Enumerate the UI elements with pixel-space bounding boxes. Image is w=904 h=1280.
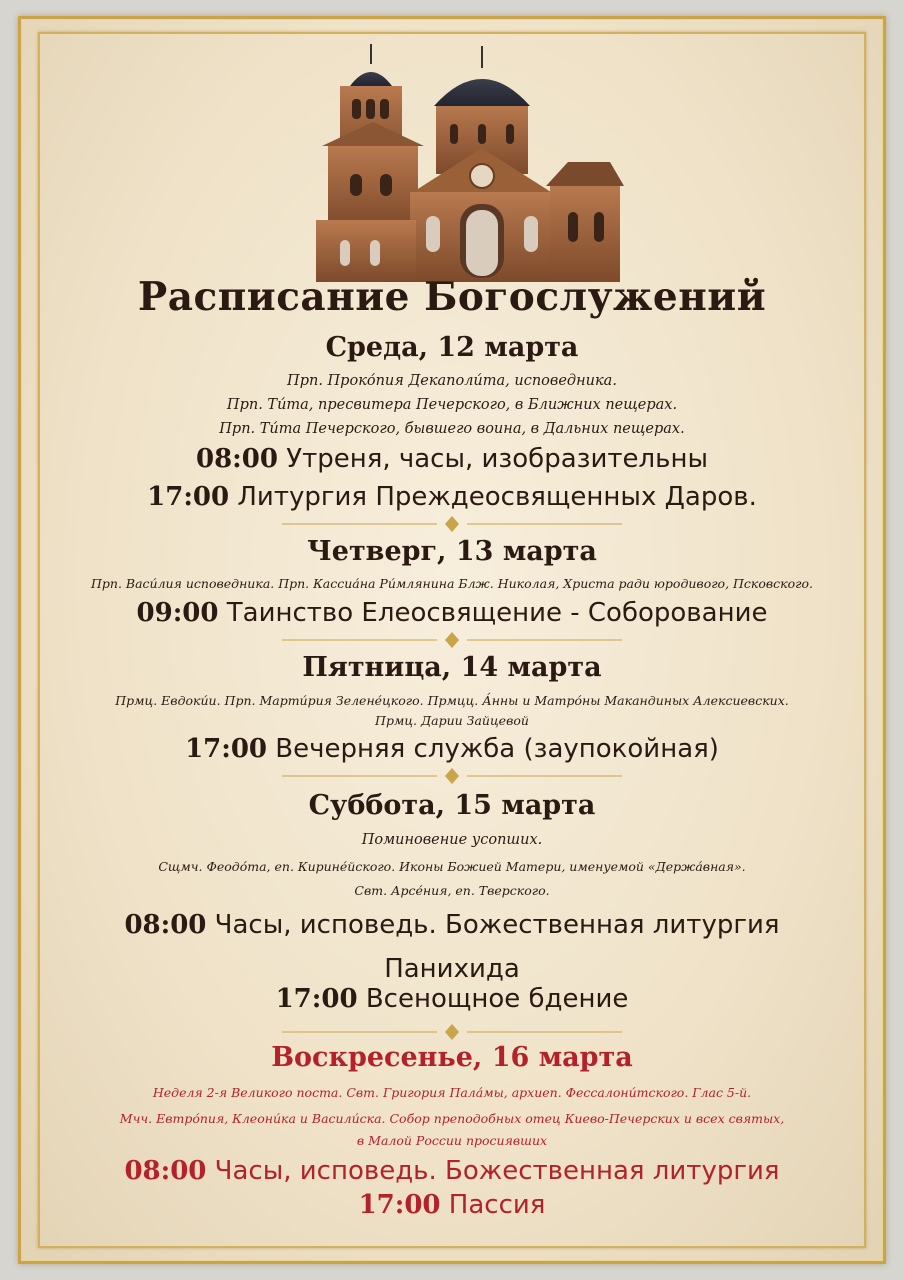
- day-heading: Воскресенье, 16 марта: [271, 1042, 633, 1073]
- day-heading: Суббота, 15 марта: [308, 790, 596, 821]
- saints-line: Неделя 2-я Великого поста. Свт. Григория Пала́мы, архиеп. Фессалони́тского. Глас 5-й.: [152, 1085, 752, 1100]
- day-heading: Четверг, 13 марта: [307, 536, 597, 567]
- service-line: [0, 1156, 904, 1186]
- saints-line: Поминовение усопших.: [361, 832, 543, 848]
- service-name: Литургия Преждеосвященных Даров.: [237, 482, 757, 512]
- saints-line: в Малой России просиявших: [356, 1133, 548, 1148]
- service-time: 17:00: [275, 984, 358, 1014]
- service-line: [0, 910, 904, 940]
- saints-line: Прп. Ти́та, пресвитера Печерского, в Ближних пещерах.: [226, 397, 678, 413]
- day-heading: Пятница, 14 марта: [302, 652, 602, 683]
- service-line: [0, 444, 904, 474]
- service-line: [0, 734, 904, 764]
- divider-ornament-icon: [282, 516, 622, 532]
- church-icon: [310, 44, 630, 284]
- service-time: 08:00: [124, 910, 207, 940]
- day-heading: Среда, 12 марта: [325, 332, 579, 363]
- saints-line: Прп. Проко́пия Декаполи́та, исповедника.: [287, 373, 617, 389]
- service-name: Всенощное бдение: [365, 984, 629, 1014]
- saints-line: Прмц. Дарии Зайцевой: [375, 713, 529, 728]
- service-name: Часы, исповедь. Божественная литургия: [214, 1156, 780, 1186]
- page-title: Расписание Богослужений: [137, 274, 767, 320]
- service-time: 17:00: [147, 482, 230, 512]
- service-name: Часы, исповедь. Божественная литургия: [214, 910, 780, 940]
- saints-line: Прмц. Евдоки́и. Прп. Марти́рия Зелене́цкого. Прмцц. А́нны и Матро́ны Макандиных Алексиевских.: [115, 693, 789, 708]
- saints-line: Свт. Арсе́ния, еп. Тверского.: [354, 883, 550, 898]
- service-name: Утреня, часы, изобразительны: [286, 444, 708, 474]
- divider-ornament-icon: [282, 1024, 622, 1040]
- service-name: Таинство Елеосвящение - Соборование: [226, 598, 768, 628]
- service-name: Панихида: [384, 954, 520, 984]
- service-name: Пассия: [448, 1190, 546, 1220]
- saints-line: Мчч. Евтро́пия, Клеони́ка и Васили́ска. Собор преподобных отец Киево-Печерских и всех святых,: [119, 1111, 785, 1126]
- saints-line: Прп. Ти́та Печерского, бывшего воина, в Дальних пещерах.: [219, 421, 685, 437]
- saints-line: Сщмч. Феодо́та, еп. Кирине́йского. Иконы Божией Матери, именуемой «Держа́вная».: [158, 859, 746, 874]
- divider-ornament-icon: [282, 768, 622, 784]
- service-line: [0, 598, 904, 628]
- saints-line: Прп. Васи́лия исповедника. Прп. Кассиа́на Ри́млянина Блж. Николая, Христа ради юродивого, Псковского.: [91, 576, 813, 591]
- service-time: 08:00: [196, 444, 278, 474]
- service-time: 17:00: [358, 1190, 441, 1220]
- service-time: 17:00: [185, 734, 268, 764]
- service-name: Вечерняя служба (заупокойная): [275, 734, 719, 764]
- divider-ornament-icon: [282, 632, 622, 648]
- service-line: [0, 482, 904, 512]
- service-time: 09:00: [136, 598, 219, 628]
- service-time: 08:00: [124, 1156, 207, 1186]
- service-line: [0, 954, 904, 984]
- service-line: [0, 984, 904, 1014]
- service-line: [0, 1190, 904, 1220]
